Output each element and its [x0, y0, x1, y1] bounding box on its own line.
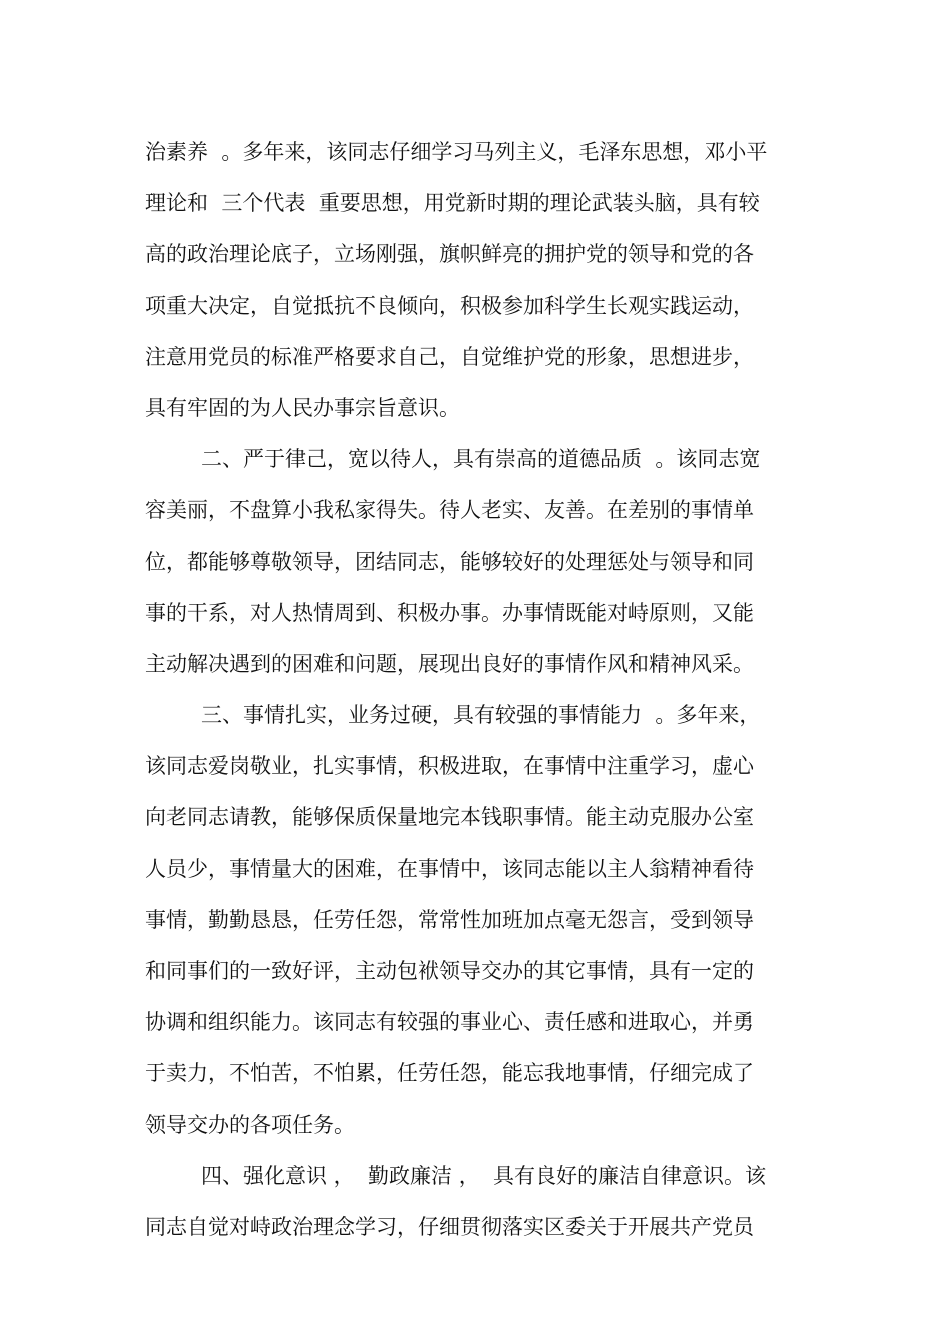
text-line: 治素养 。多年来，该同志仔细学习马列主义，毛泽东思想，邓小平 [145, 140, 768, 164]
paragraph-heading-line: 二、严于律己，宽以待人，具有崇高的道德品质 。该同志宽 [201, 447, 761, 472]
text-line: 具有牢固的为人民办事宗旨意识。 [145, 395, 460, 420]
text-line: 注意用党员的标准严格要求自己，自觉维护党的形象，思想进步， [145, 344, 754, 369]
text-line: 事的干系，对人热情周到、积极办事。办事情既能对峙原则，又能 [145, 600, 754, 625]
text-line: 项重大决定，自觉抵抗不良倾向，积极参加科学生长观实践运动， [145, 293, 754, 318]
text-line: 协调和组织能力。该同志有较强的事业心、责任感和进取心，并勇 [145, 1010, 754, 1035]
text-line: 高的政治理论底子，立场刚强，旗帜鲜亮的拥护党的领导和党的各 [145, 242, 754, 267]
text-line: 向老同志请教，能够保质保量地完本钱职事情。能主动克服办公室 [145, 805, 754, 830]
text-line: 主动解决遇到的困难和问题，展现出良好的事情作风和精神风采。 [145, 651, 754, 676]
paragraph-heading-line: 四、强化意识 ， 勤政廉洁 ， 具有良好的廉洁自律意识。该 [201, 1163, 767, 1188]
text-line: 人员少，事情量大的困难，在事情中，该同志能以主人翁精神看待 [145, 856, 754, 881]
body-text [145, 127, 810, 1253]
text-line: 理论和 三个代表 重要思想，用党新时期的理论武装头脑，具有较 [145, 191, 760, 216]
text-line: 于卖力，不怕苦，不怕累，任劳任怨，能忘我地事情，仔细完成了 [145, 1061, 754, 1086]
text-line: 位，都能够尊敬领导，团结同志，能够较好的处理惩处与领导和同 [145, 549, 754, 574]
paragraph-heading-line: 三、事情扎实，业务过硬，具有较强的事情能力 。多年来， [201, 703, 761, 728]
text-line: 该同志爱岗敬业，扎实事情，积极进取，在事情中注重学习，虚心 [145, 754, 754, 779]
text-line: 容美丽，不盘算小我私家得失。待人老实、友善。在差别的事情单 [145, 498, 754, 523]
text-line: 同志自觉对峙政治理念学习，仔细贯彻落实区委关于开展共产党员 [145, 1214, 754, 1239]
text-line: 和同事们的一致好评，主动包袱领导交办的其它事情，具有一定的 [145, 959, 754, 983]
text-line: 事情，勤勤恳恳，任劳任怨，常常性加班加点毫无怨言，受到领导 [145, 907, 754, 932]
text-line: 领导交办的各项任务。 [145, 1112, 355, 1137]
